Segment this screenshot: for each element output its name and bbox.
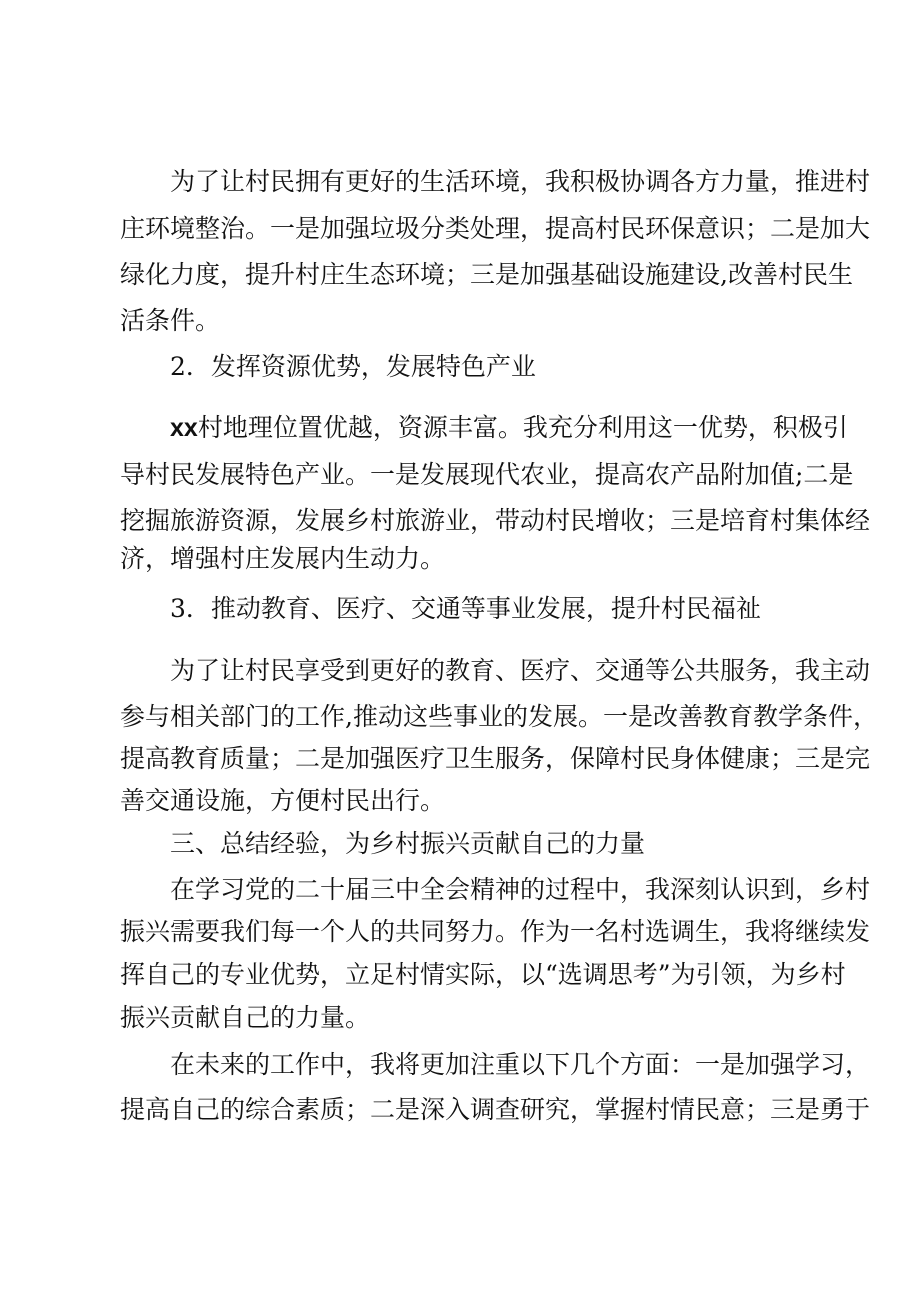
paragraph-3-line-4: 善交通设施，方便村民出行。 xyxy=(120,786,446,815)
paragraph-2-line-1-text: 村地理位置优越，资源丰富。我充分利用这一优势，积极引 xyxy=(197,413,848,442)
paragraph-1-line-4: 活条件。 xyxy=(120,306,221,335)
paragraph-1-line-2: 庄环境整治。一是加强垃圾分类处理，提高村民环保意识；二是加大 xyxy=(120,214,871,243)
paragraph-5-line-2: 提高自己的综合素质；二是深入调查研究，掌握村情民意；三是勇于 xyxy=(120,1095,871,1124)
paragraph-4-line-1: 在学习党的二十届三中全会精神的过程中，我深刻认识到，乡村 xyxy=(170,875,871,904)
heading-3: 3．推动教育、医疗、交通等事业发展，提升村民福祉 xyxy=(170,594,761,623)
paragraph-2-line-4: 济，增强村庄发展内生动力。 xyxy=(120,544,446,573)
paragraph-2-line-2: 导村民发展特色产业。一是发展现代农业，提高农产品附加值;二是 xyxy=(120,460,854,489)
section-heading-3: 三、总结经验，为乡村振兴贡献自己的力量 xyxy=(170,829,646,858)
paragraph-2-line-3: 挖掘旅游资源，发展乡村旅游业，带动村民增收；三是培育村集体经 xyxy=(120,506,871,535)
paragraph-3-line-1: 为了让村民享受到更好的教育、医疗、交通等公共服务，我主动 xyxy=(170,656,871,685)
paragraph-4-line-3: 挥自己的专业优势，立足村情实际，以“选调思考”为引领，为乡村 xyxy=(120,960,846,989)
paragraph-1-line-3: 绿化力度，提升村庄生态环境；三是加强基础设施建设,改善村民生 xyxy=(120,260,853,289)
paragraph-3-line-3: 提高教育质量；二是加强医疗卫生服务，保障村民身体健康；三是完 xyxy=(120,744,871,773)
paragraph-4-line-4: 振兴贡献自己的力量。 xyxy=(120,1003,371,1032)
paragraph-5-line-1: 在未来的工作中，我将更加注重以下几个方面：一是加强学习， xyxy=(170,1050,871,1079)
paragraph-4-line-2: 振兴需要我们每一个人的共同努力。作为一名村选调生，我将继续发 xyxy=(120,917,871,946)
paragraph-3-line-2: 参与相关部门的工作,推动这些事业的发展。一是改善教育教学条件， xyxy=(120,702,878,731)
paragraph-1-line-1: 为了让村民拥有更好的生活环境，我积极协调各方力量，推进村 xyxy=(170,167,871,196)
place-name-placeholder: xx xyxy=(170,414,198,442)
paragraph-2-line-1 xyxy=(170,413,848,443)
heading-2: 2．发挥资源优势，发展特色产业 xyxy=(170,352,536,381)
